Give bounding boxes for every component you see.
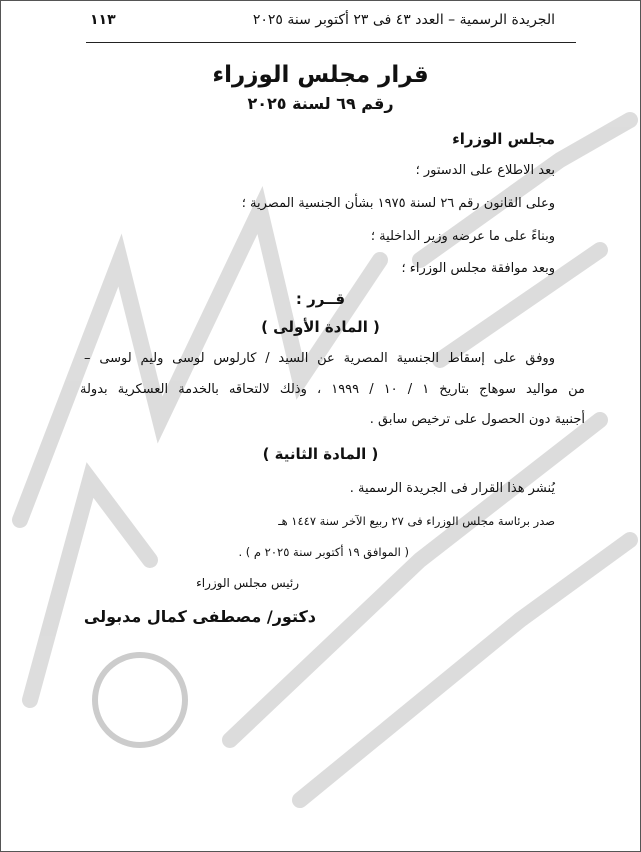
article-2-heading: ( المادة الثانية ) [262, 445, 379, 463]
signature-role: رئيس مجلس الوزراء [196, 576, 299, 590]
preamble-line: وبعد موافقة مجلس الوزراء ؛ [401, 261, 555, 276]
issuer: مجلس الوزراء [452, 130, 555, 148]
page-number: ١١٣ [90, 12, 116, 28]
decree-number: رقم ٦٩ لسنة ٢٠٢٥ [247, 94, 394, 113]
preamble-line: بعد الاطلاع على الدستور ؛ [415, 163, 555, 178]
signature-name: دكتور/ مصطفى كمال مدبولى [83, 607, 316, 626]
article-1-line: من مواليد سوهاج بتاريخ ١ / ١٠ / ١٩٩٩ ، وذلك لالتحاقه بالخدمة العسكرية بدولة [80, 382, 585, 397]
decided-heading: قــرر : [295, 290, 346, 308]
header-gazette-info: الجريدة الرسمية – العدد ٤٣ فى ٢٣ أكتوبر سنة ٢٠٢٥ [252, 12, 555, 28]
article-1-line: أجنبية دون الحصول على ترخيص سابق . [369, 412, 585, 427]
preamble-line: وبناءً على ما عرضه وزير الداخلية ؛ [370, 229, 555, 244]
preamble-line: وعلى القانون رقم ٢٦ لسنة ١٩٧٥ بشأن الجنسية المصرية ؛ [241, 196, 555, 211]
article-1-line: ووفق على إسقاط الجنسية المصرية عن السيد / كارلوس لوسى وليم لوسى – [84, 351, 555, 366]
article-2-text: يُنشر هذا القرار فى الجريدة الرسمية . [349, 481, 555, 496]
header-divider [86, 42, 576, 43]
article-1-heading: ( المادة الأولى ) [261, 318, 380, 336]
corresponding-date: ( الموافق ١٩ أكتوبر سنة ٢٠٢٥ م ) . [238, 545, 409, 559]
page-title: قرار مجلس الوزراء [212, 62, 429, 88]
issued-line: صدر برئاسة مجلس الوزراء فى ٢٧ ربيع الآخر سنة ١٤٤٧ هـ [278, 514, 555, 528]
